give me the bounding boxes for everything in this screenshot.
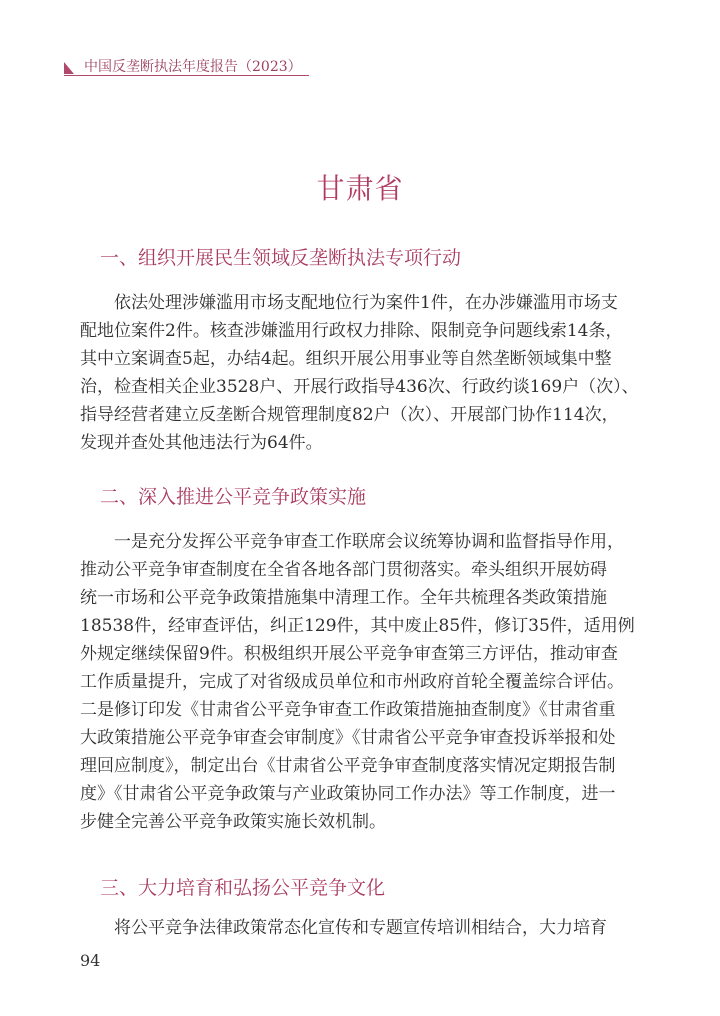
text-line: 将公平竞争法律政策常态化宣传和专题宣传培训相结合，大力培育: [114, 918, 607, 938]
text-line: 一是充分发挥公平竞争审查工作联席会议统筹协调和监督指导作用，: [114, 532, 624, 552]
text-line: 推动公平竞争审查制度在全省各地各部门贯彻落实。牵头组织开展妨碍: [80, 560, 607, 580]
text-line: 发现并查处其他违法行为64件。: [80, 433, 323, 453]
running-header: [64, 56, 664, 80]
text-line: 度》《甘肃省公平竞争政策与产业政策协同工作办法》等工作制度，进一: [80, 784, 616, 804]
text-line: 治，检查相关企业3528户、开展行政指导436次、行政约谈169户（次）、: [80, 377, 639, 397]
text-line: 大政策措施公平竞争审查会审制度》《甘肃省公平竞争审查投诉举报和处: [80, 728, 616, 748]
text-line: 18538件，经审查评估，纠正129件，其中废止85件，修订35件，适用例: [80, 616, 635, 636]
text-line: 工作质量提升，完成了对省级成员单位和市州政府首轮全覆盖综合评估。: [80, 672, 624, 692]
page-title: 甘肃省: [316, 172, 404, 205]
header-corner-mark: [64, 62, 74, 74]
section-heading-2: 二、深入推进公平竞争政策实施: [100, 486, 367, 508]
section-paragraph-1: [80, 289, 640, 457]
section-paragraph-2: [80, 528, 640, 836]
text-line: 统一市场和公平竞争政策措施集中清理工作。全年共梳理各类政策措施: [80, 588, 607, 608]
section-paragraph-3: [80, 914, 640, 942]
section-heading-3: 三、大力培育和弘扬公平竞争文化: [100, 877, 386, 899]
text-line: 外规定继续保留9件。积极组织开展公平竞争审查第三方评估，推动审查: [80, 644, 618, 664]
text-line: 依法处理涉嫌滥用市场支配地位行为案件1件，在办涉嫌滥用市场支: [114, 293, 618, 313]
text-line: 指导经营者建立反垄断合规管理制度82户（次）、开展部门协作114次，: [80, 405, 619, 425]
page-number: 94: [80, 951, 101, 970]
text-line: 二是修订印发《甘肃省公平竞争审查工作政策措施抽查制度》《甘肃省重: [80, 700, 616, 720]
header-rule: [64, 75, 309, 76]
text-line: 配地位案件2件。核查涉嫌滥用行政权力排除、限制竞争问题线索14条，: [80, 321, 623, 341]
text-line: 理回应制度》，制定出台《甘肃省公平竞争审查制度落实情况定期报告制: [80, 756, 616, 776]
running-header-title: 中国反垄断执法年度报告（2023）: [84, 59, 302, 75]
text-line: 其中立案调查5起，办结4起。组织开展公用事业等自然垄断领域集中整: [80, 349, 612, 369]
text-line: 步健全完善公平竞争政策实施长效机制。: [80, 812, 386, 832]
section-heading-1: 一、组织开展民生领域反垄断执法专项行动: [100, 247, 462, 269]
